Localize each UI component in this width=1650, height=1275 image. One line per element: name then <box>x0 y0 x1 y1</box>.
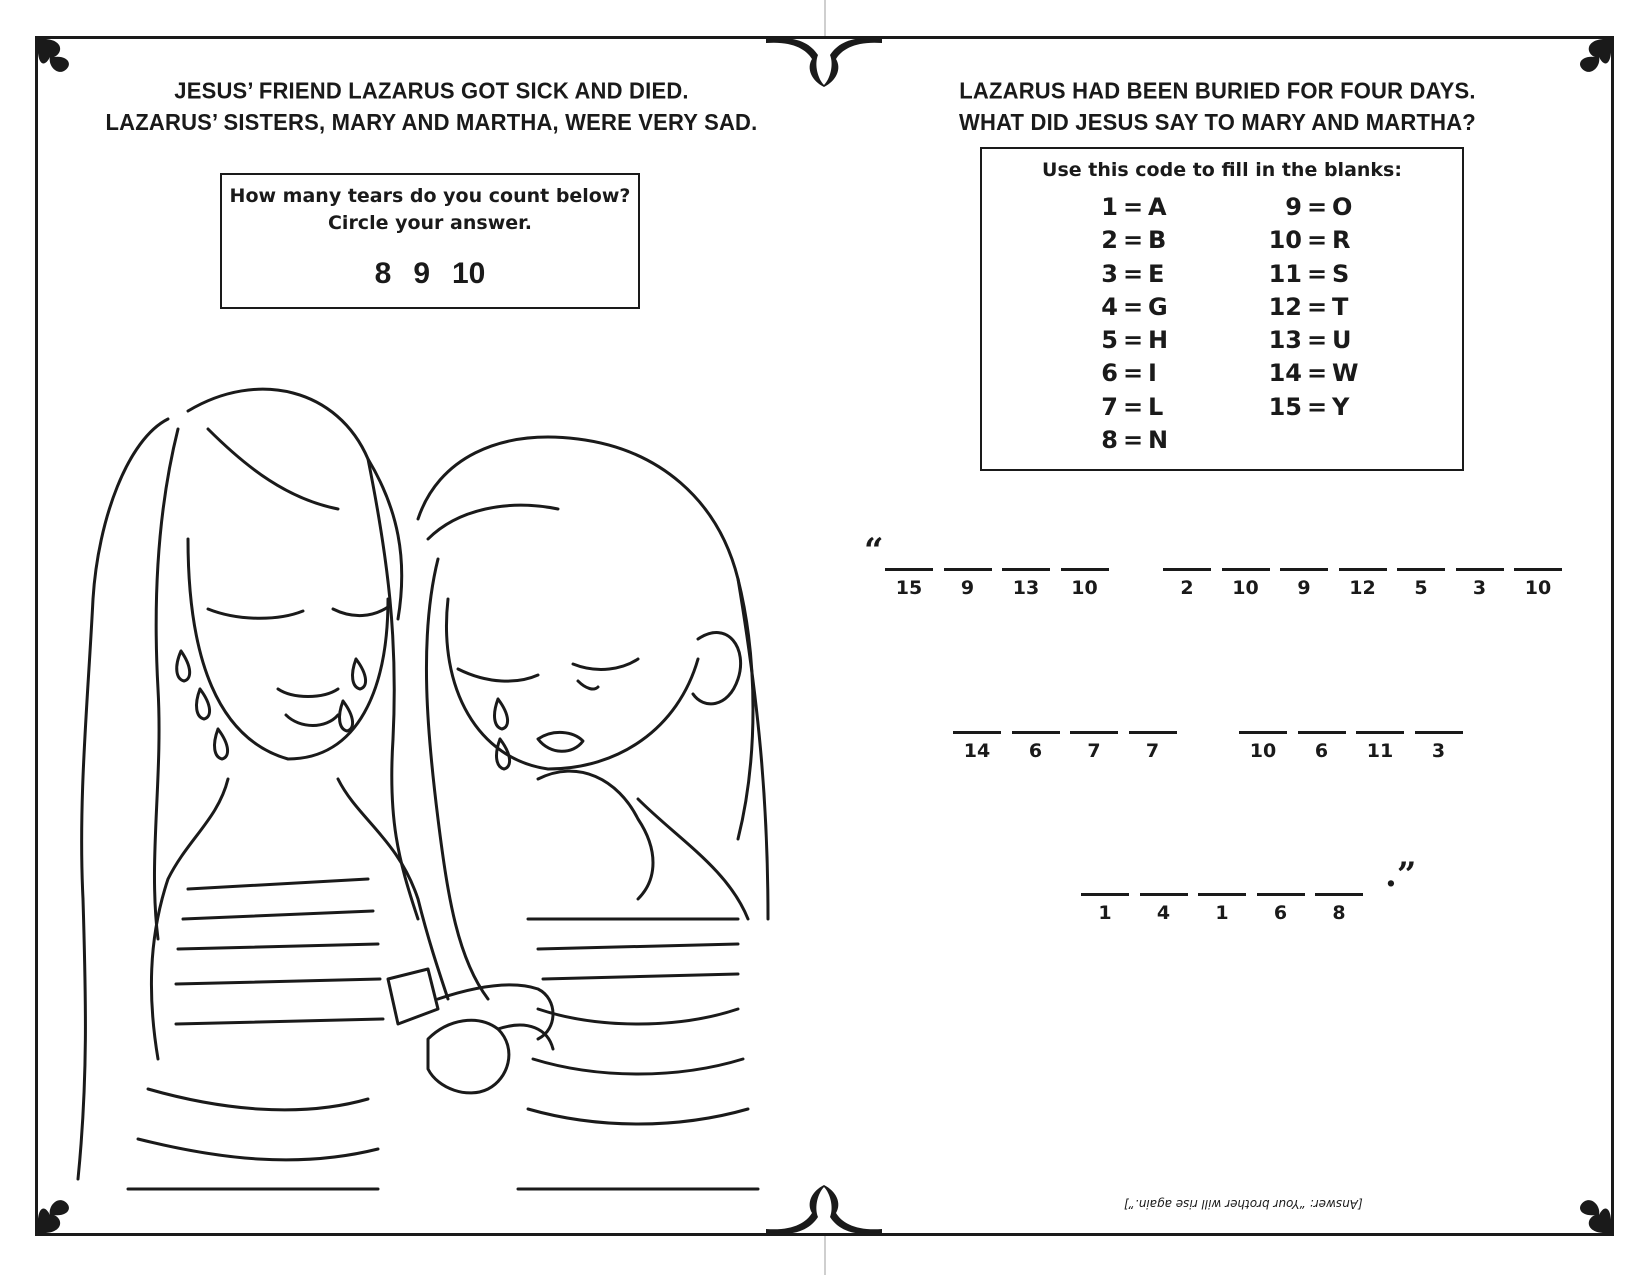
blank-code-number: 2 <box>1180 577 1194 599</box>
blank-line <box>1514 568 1562 571</box>
blank-line <box>1129 731 1177 734</box>
code-entry: 4 = G <box>1101 292 1168 321</box>
letter-blank[interactable] <box>1129 731 1177 762</box>
blank-code-number: 1 <box>1215 902 1229 924</box>
question-instruction: Circle your answer. <box>327 212 533 234</box>
letter-blank[interactable] <box>1514 568 1562 599</box>
letter-blank[interactable] <box>1061 568 1109 599</box>
code-entry: 2 = B <box>1101 226 1167 255</box>
blank-line <box>1298 731 1346 734</box>
blank-code-number: 7 <box>1087 740 1101 762</box>
blank-code-number: 13 <box>1012 577 1040 599</box>
code-title: Use this code to fill in the blanks: <box>1042 159 1402 181</box>
letter-blank[interactable] <box>1257 893 1305 924</box>
letter-blank[interactable] <box>1081 893 1129 924</box>
blank-line <box>1257 893 1305 896</box>
letter-blank[interactable] <box>944 568 992 599</box>
blank-line <box>1198 893 1246 896</box>
option-9[interactable]: 9 <box>413 257 430 290</box>
letter-blank[interactable] <box>1239 731 1287 762</box>
blank-line <box>1456 568 1504 571</box>
heading-line: LAZARUS’ SISTERS, MARY AND MARTHA, WERE VERY SAD. <box>105 109 758 136</box>
letter-blank[interactable] <box>1163 568 1211 599</box>
blank-line <box>1061 568 1109 571</box>
code-key-box <box>980 147 1464 471</box>
question-text: How many tears do you count below? <box>229 185 631 207</box>
code-entry: 3 = E <box>1101 259 1165 288</box>
letter-blank[interactable] <box>1456 568 1504 599</box>
open-quote: “ <box>864 531 884 571</box>
heading-line: WHAT DID JESUS SAY TO MARY AND MARTHA? <box>959 109 1476 136</box>
blank-code-number: 8 <box>1332 902 1346 924</box>
blank-code-number: 6 <box>1273 902 1288 924</box>
blank-code-number: 9 <box>1297 577 1311 599</box>
blank-code-number: 6 <box>1028 740 1043 762</box>
blank-code-number: 6 <box>1314 740 1329 762</box>
blank-line <box>1163 568 1211 571</box>
letter-blank[interactable] <box>1198 893 1246 924</box>
blank-code-number: 10 <box>1524 577 1552 599</box>
letter-blank[interactable] <box>1397 568 1445 599</box>
code-column-left <box>1082 191 1222 457</box>
letter-blank[interactable] <box>1356 731 1404 762</box>
sad-sisters-illustration <box>38 39 828 1239</box>
code-entry: 10 = R <box>1268 226 1351 255</box>
blank-line <box>1140 893 1188 896</box>
blank-code-number: 10 <box>1249 740 1277 762</box>
flower-corner-icon <box>1551 1173 1615 1237</box>
code-column-right <box>1266 191 1406 424</box>
right-page <box>824 36 1614 1236</box>
code-entry: 13 = U <box>1268 326 1352 355</box>
blank-code-number: 10 <box>1232 577 1259 599</box>
blank-code-number: 15 <box>895 577 923 599</box>
blank-code-number: 4 <box>1156 902 1171 924</box>
blank-code-number: 10 <box>1071 577 1098 599</box>
blank-code-number: 1 <box>1098 902 1112 924</box>
blank-line <box>1012 731 1060 734</box>
blank-line <box>1081 893 1129 896</box>
letter-blank[interactable] <box>953 731 1001 762</box>
letter-blank[interactable] <box>1280 568 1328 599</box>
code-entry: 8 = N <box>1101 426 1169 455</box>
right-heading <box>824 76 1611 139</box>
blank-line <box>1280 568 1328 571</box>
code-entry: 14 = W <box>1268 359 1359 388</box>
upside-down-answer: [Answer: “Your brother will rise again.”] <box>1124 1197 1363 1211</box>
close-quote: .” <box>1385 855 1417 895</box>
letter-blank[interactable] <box>1002 568 1050 599</box>
blank-code-number: 12 <box>1349 577 1376 599</box>
letter-blank[interactable] <box>1298 731 1346 762</box>
code-entry: 15 = Y <box>1268 392 1350 421</box>
code-entry: 11 = S <box>1268 259 1350 288</box>
code-entry: 6 = I <box>1101 359 1157 388</box>
blank-code-number: 9 <box>960 577 975 599</box>
option-8[interactable]: 8 <box>374 257 392 290</box>
blank-code-number: 11 <box>1366 740 1394 762</box>
blank-code-number: 14 <box>963 740 991 762</box>
code-entry: 1 = A <box>1101 193 1167 221</box>
letter-blank[interactable] <box>1222 568 1270 599</box>
blank-line <box>1239 731 1287 734</box>
blank-line <box>1397 568 1445 571</box>
blank-line <box>953 731 1001 734</box>
letter-blank[interactable] <box>1315 893 1363 924</box>
blank-code-number: 5 <box>1414 577 1428 599</box>
blank-line <box>944 568 992 571</box>
code-entry: 7 = L <box>1101 392 1164 421</box>
left-page <box>35 36 825 1236</box>
code-entry: 9 = O <box>1285 193 1353 221</box>
letter-blank[interactable] <box>1140 893 1188 924</box>
blank-line <box>1070 731 1118 734</box>
heading-line: JESUS’ FRIEND LAZARUS GOT SICK AND DIED. <box>174 77 689 104</box>
blank-line <box>1222 568 1270 571</box>
blank-line <box>1315 893 1363 896</box>
letter-blank[interactable] <box>1339 568 1387 599</box>
heading-line: LAZARUS HAD BEEN BURIED FOR FOUR DAYS. <box>959 77 1476 104</box>
flower-spine-icon <box>766 1185 882 1237</box>
blank-line <box>1415 731 1463 734</box>
blank-code-number: 7 <box>1145 740 1160 762</box>
blank-line <box>1356 731 1404 734</box>
code-entry: 5 = H <box>1101 326 1169 355</box>
code-entry: 12 = T <box>1268 292 1349 321</box>
letter-blank[interactable] <box>1012 731 1060 762</box>
blank-line <box>1002 568 1050 571</box>
blank-code-number: 3 <box>1431 740 1446 762</box>
option-10[interactable]: 10 <box>452 257 486 290</box>
blank-code-number: 3 <box>1472 577 1487 599</box>
blank-line <box>885 568 933 571</box>
letter-blank[interactable] <box>885 568 933 599</box>
letter-blank[interactable] <box>1415 731 1463 762</box>
blank-line <box>1339 568 1387 571</box>
letter-blank[interactable] <box>1070 731 1118 762</box>
